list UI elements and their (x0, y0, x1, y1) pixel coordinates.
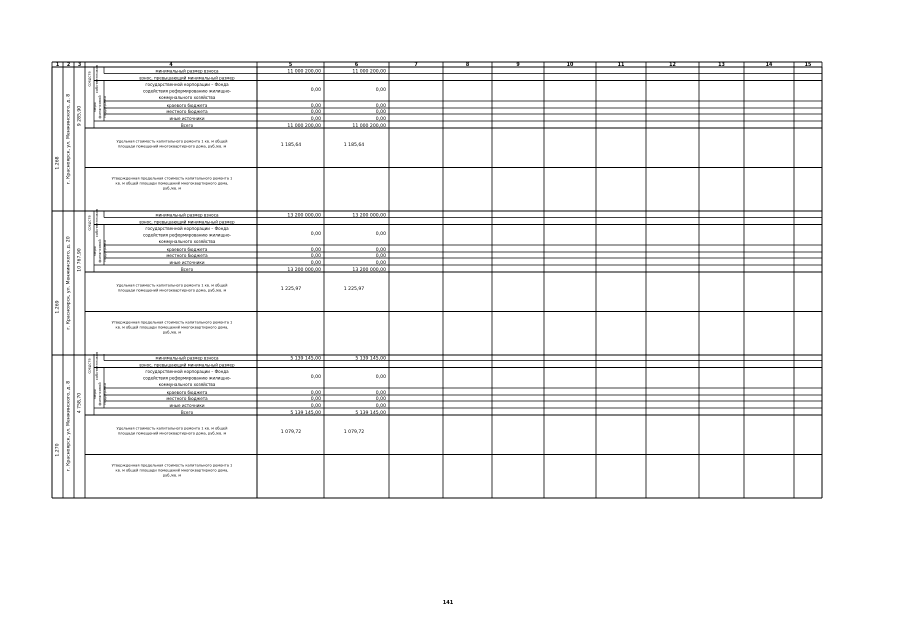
row-label-unit: Удельная стоимость капитального ремонта 1 кв. м общей (116, 283, 228, 288)
value-total: 5 139 145,00 (290, 410, 321, 416)
object-area: 9 285,90 (77, 105, 83, 127)
row-label-state: коммунального хозяйства (158, 382, 216, 387)
value-min: 13 200 000,00 (352, 213, 386, 219)
page-number: 141 (442, 600, 454, 606)
row-label-total: Всего (180, 122, 194, 128)
row-label-state: государственной корпорации – Фонда (145, 369, 229, 374)
row-label-limit: кв. м общей площади помещений многоквартирного дома, (115, 181, 229, 186)
funds-group-label: средств (87, 215, 92, 231)
row-label-unit: площади помещений многоквартирного дома, руб./кв. м (117, 144, 227, 149)
value-other: 0,00 (375, 403, 386, 409)
value-min: 11 000 200,00 (287, 69, 321, 75)
value-state: 0,00 (375, 88, 386, 93)
row-label-min: минимальный размер взноса (155, 212, 219, 218)
header-col-12: 12 (669, 63, 676, 69)
support-group-label: финансовой (98, 382, 102, 406)
header-col-13: 13 (718, 63, 725, 69)
row-label-local: местного бюджета (166, 108, 208, 114)
value-local: 0,00 (310, 253, 321, 259)
value-unit: 1 225,97 (343, 287, 365, 292)
row-label-region: краевого бюджета (166, 102, 208, 108)
value-local: 0,00 (375, 396, 386, 402)
value-region: 0,00 (375, 390, 386, 396)
row-label-limit: руб./кв. м (162, 473, 182, 478)
value-local: 0,00 (310, 396, 321, 402)
header-col-15: 15 (804, 63, 812, 69)
value-other: 0,00 (310, 260, 321, 266)
header-col-7: 7 (414, 63, 418, 69)
row-label-local: местного бюджета (166, 395, 208, 401)
row-label-total: Всего (180, 409, 194, 415)
header-col-11: 11 (617, 63, 625, 69)
value-region: 0,00 (375, 103, 386, 109)
row-label-other: иные источники (169, 402, 205, 408)
value-local: 0,00 (375, 253, 386, 259)
value-state: 0,00 (310, 375, 321, 380)
row-label-limit: Утвержденная предельная стоимость капитального ремонта 1 (111, 320, 233, 325)
value-unit: 1 185,64 (343, 143, 365, 148)
row-label-other: иные источники (169, 259, 205, 265)
row-label-total: Всего (180, 266, 194, 272)
row-label-limit: руб./кв. м (162, 330, 182, 335)
object-area: 10 767,90 (77, 248, 83, 272)
row-label-min: минимальный размер взноса (155, 68, 219, 74)
header-col-1: 1 (55, 63, 60, 69)
value-unit: 1 225,97 (280, 287, 302, 292)
row-label-state: содействия реформированию жилищно- (143, 232, 231, 238)
object-number: 1.268 (55, 156, 61, 170)
value-total: 11 000 200,00 (352, 123, 386, 129)
row-label-limit: кв. м общей площади помещений многоквартирного дома, (115, 468, 229, 473)
object-number: 1.270 (55, 443, 61, 457)
header-col-9: 9 (516, 63, 520, 69)
value-state: 0,00 (310, 232, 321, 237)
funds-group-label: средств (87, 358, 92, 374)
funds-group-label: средств (87, 71, 92, 87)
value-min: 5 139 145,00 (290, 356, 321, 362)
row-label-min: минимальный размер взноса (155, 355, 219, 361)
header-col-6: 6 (354, 63, 359, 69)
row-label-other: иные источники (169, 115, 205, 121)
row-label-region: краевого бюджета (166, 389, 208, 395)
row-label-state: государственной корпорации – Фонда (145, 82, 229, 87)
funds-group-label: собственников (95, 64, 99, 94)
row-label-state: коммунального хозяйства (158, 95, 216, 100)
header-col-10: 10 (566, 63, 574, 69)
value-state: 0,00 (375, 375, 386, 380)
object-number: 1.269 (55, 300, 61, 314)
object-address: г. Красноярск, ул. Менжинского, д. 20 (66, 236, 72, 330)
value-local: 0,00 (375, 109, 386, 115)
object-address: г. Красноярск, ул. Менжинского, д. 8 (66, 93, 72, 185)
header-col-3: 3 (77, 63, 82, 69)
value-region: 0,00 (375, 247, 386, 253)
value-total: 13 200 000,00 (287, 267, 321, 273)
object-area: 4 758,70 (77, 392, 83, 414)
row-label-local: местного бюджета (166, 252, 208, 258)
header-col-4: 4 (169, 63, 173, 69)
support-group-label: финансовой (98, 239, 102, 263)
value-other: 0,00 (375, 116, 386, 122)
support-group-label: поддержки (103, 383, 107, 405)
value-total: 5 139 145,00 (355, 410, 386, 416)
row-label-unit: площади помещений многоквартирного дома, руб./кв. м (117, 288, 227, 293)
value-unit: 1 079,72 (280, 430, 302, 435)
row-label-state: государственной корпорации – Фонда (145, 226, 229, 231)
row-label-unit: Удельная стоимость капитального ремонта 1 кв. м общей (116, 426, 228, 431)
value-min: 11 000 200,00 (352, 69, 386, 75)
value-total: 11 000 200,00 (287, 123, 321, 129)
row-label-limit: Утвержденная предельная стоимость капитального ремонта 1 (111, 176, 233, 181)
support-group-label: поддержки (103, 240, 107, 262)
row-label-limit: кв. м общей площади помещений многоквартирного дома, (115, 325, 229, 330)
row-label-state: содействия реформированию жилищно- (143, 375, 231, 381)
row-label-unit: площади помещений многоквартирного дома, руб./кв. м (117, 431, 227, 436)
header-col-2: 2 (66, 63, 71, 69)
support-group-label: меры (93, 388, 97, 400)
value-region: 0,00 (310, 390, 321, 396)
value-region: 0,00 (310, 247, 321, 253)
value-other: 0,00 (375, 260, 386, 266)
value-total: 13 200 000,00 (352, 267, 386, 273)
value-local: 0,00 (310, 109, 321, 115)
row-label-region: краевого бюджета (166, 246, 208, 252)
header-col-5: 5 (288, 63, 293, 69)
row-label-limit: руб./кв. м (162, 186, 182, 191)
value-unit: 1 185,64 (280, 143, 302, 148)
value-state: 0,00 (375, 232, 386, 237)
row-label-limit: Утвержденная предельная стоимость капитального ремонта 1 (111, 463, 233, 468)
support-group-label: меры (93, 245, 97, 257)
support-group-label: меры (93, 101, 97, 113)
row-label-over: взнос, превышающий минимальный размер (139, 219, 235, 225)
row-label-state: коммунального хозяйства (158, 239, 216, 244)
header-col-14: 14 (765, 63, 773, 69)
value-state: 0,00 (310, 88, 321, 93)
value-min: 5 139 145,00 (355, 356, 386, 362)
row-label-over: взнос, превышающий минимальный размер (139, 75, 235, 81)
header-col-8: 8 (465, 63, 470, 69)
funds-group-label: собственников (95, 351, 99, 381)
value-other: 0,00 (310, 116, 321, 122)
object-address: г. Красноярск, ул. Менжинского, д. 8 (66, 380, 72, 472)
value-other: 0,00 (310, 403, 321, 409)
row-label-unit: Удельная стоимость капитального ремонта 1 кв. м общей (116, 139, 228, 144)
support-group-label: поддержки (103, 96, 107, 118)
support-group-label: финансовой (98, 95, 102, 119)
row-label-over: взнос, превышающий минимальный размер (139, 362, 235, 368)
value-region: 0,00 (310, 103, 321, 109)
row-label-state: содействия реформированию жилищно- (143, 88, 231, 94)
value-unit: 1 079,72 (343, 430, 365, 435)
value-min: 13 200 000,00 (287, 213, 321, 219)
funds-group-label: собственников (95, 208, 99, 238)
